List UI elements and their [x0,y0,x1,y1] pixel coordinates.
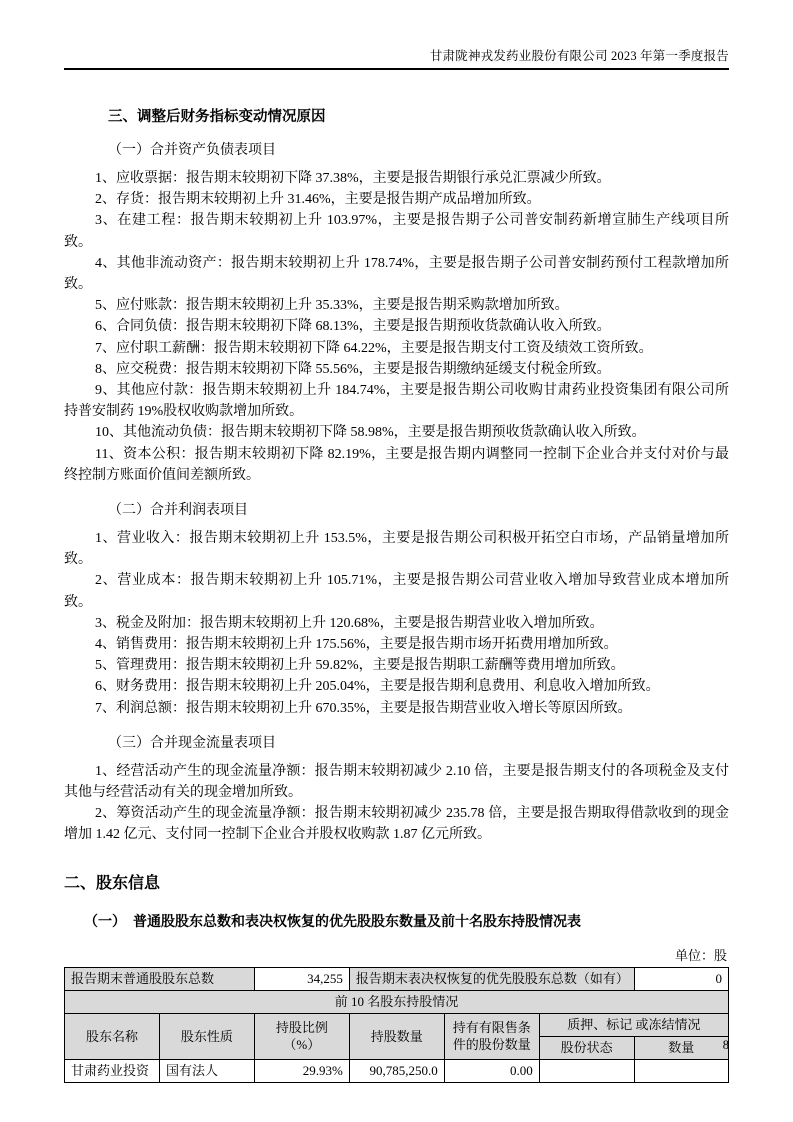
section2-subsection-heading: （一） 普通股股东总数和表决权恢复的优先股股东数量及前十名股东持股情况表 [84,914,581,930]
col-header-shareholding-ratio [254,1013,349,1059]
balance-sheet-item-10: 10、其他流动负债：报告期末较期初下降 58.98%，主要是报告期预收货款确认收入所致。 [95,425,646,441]
cash-flow-item-1: 1、经营活动产生的现金流量净额：报告期末较期初减少 2.10 倍，主要是报告期支付的各项税金及支付其他与经营活动有关的现金增加所致。 [64,763,729,801]
shareholding-ratio-line1: 持股比例 [275,1020,328,1036]
income-item-5: 5、管理费用：报告期末较期初上升 59.82%，主要是报告期职工薪酬等费用增加所致。 [95,658,625,674]
income-item-6: 6、财务费用：报告期末较期初上升 205.04%，主要是报告期利息费用、利息收入增加所致。 [95,679,660,695]
preferred-shareholders-count-label: 报告期末表决权恢复的优先股股东总数（如有） [349,967,634,990]
unit-label: 单位：股 [674,947,727,963]
preferred-shareholders-count-value: 0 [634,967,728,990]
balance-sheet-item-1: 1、应收票据：报告期末较期初下降 37.38%，主要是报告期银行承兑汇票减少所致。 [95,171,611,186]
subsection-cash-flow-heading: （三）合并现金流量表项目 [108,735,276,751]
income-item-3: 3、税金及附加：报告期末较期初上升 120.68%，主要是报告期营业收入增加所致。 [95,615,604,631]
section3-heading: 三、调整后财务指标变动情况原因 [108,109,326,125]
balance-sheet-item-2: 2、存货：报告期末较期初上升 31.46%，主要是报告期产成品增加所致。 [95,192,541,208]
shareholder-pledge-qty-cell [634,1059,728,1082]
income-item-2: 2、营业成本：报告期末较期初上升 105.71%，主要是报告期公司营业收入增加导致营业成本增加所致。 [64,573,729,610]
shareholding-ratio-line2: （%） [283,1037,321,1053]
shareholder-restricted-cell: 0.00 [444,1059,539,1082]
balance-sheet-item-8: 8、应交税费：报告期末较期初下降 55.56%，主要是报告期缴纳延缓支付税金所致。 [95,361,611,377]
col-header-pledge-group: 质押、标记 或冻结情况 [539,1013,728,1036]
balance-sheet-item-7: 7、应付职工薪酬：报告期末较期初下降 64.22%，主要是报告期支付工资及绩效工资所致。 [95,340,653,356]
income-item-7: 7、利润总额：报告期末较期初上升 670.35%，主要是报告期营业收入增长等原因所致。 [95,700,632,716]
header-divider [64,68,729,70]
income-item-4: 4、销售费用：报告期末较期初上升 175.56%，主要是报告期市场开拓费用增加所致。 [95,637,618,653]
shareholder-ratio-cell: 29.93% [254,1059,349,1082]
cash-flow-item-2: 2、筹资活动产生的现金流量净额：报告期末较期初减少 235.78 倍，主要是报告期取得借款收到的现金增加 1.42 亿元、支付同一控制下企业合并股权收购款 1.87 亿元所致。 [64,806,729,843]
shareholder-name-cell: 甘肃药业投资 [65,1059,160,1082]
table-summary-row [65,967,729,990]
report-header-title: 甘肃陇神戎发药业股份有限公司 2023 年第一季度报告 [429,49,729,63]
shareholder-nature-cell: 国有法人 [159,1059,254,1082]
col-header-pledge-qty: 数量 [634,1036,728,1059]
balance-sheet-item-6: 6、合同负债：报告期末较期初下降 68.13%，主要是报告期预收货款确认收入所致。 [95,319,611,335]
page-number: 8 [722,1038,729,1052]
table-header-row-1 [65,1013,729,1036]
shareholder-shares-cell: 90,785,250.0 [349,1059,444,1082]
shareholder-pledge-status-cell [539,1059,634,1082]
document-header [64,46,729,75]
balance-sheet-item-3: 3、在建工程：报告期末较期初上升 103.97%，主要是报告期子公司普安制药新增宣肺生产线项目所致。 [64,213,729,250]
income-item-1: 1、营业收入：报告期末较期初上升 153.5%，主要是报告期公司积极开拓空白市场，产品销量增加所致。 [64,531,729,568]
col-header-pledge-status: 股份状态 [539,1036,634,1059]
subsection-balance-sheet-heading: （一）合并资产负债表项目 [108,143,276,158]
balance-sheet-item-9: 9、其他应付款：报告期末较期初上升 184.74%，主要是报告期公司收购甘肃药业投资集团有限公司所持普安制药 19%股权收购款增加所致。 [64,383,729,420]
table-banner-row [65,990,729,1013]
balance-sheet-item-11: 11、资本公积：报告期末较期初下降 82.19%，主要是报告期内调整同一控制下企业合并支付对价与最终控制方账面价值间差额所致。 [64,446,729,483]
top10-holders-banner: 前 10 名股东持股情况 [65,990,729,1013]
common-shareholders-count-label: 报告期末普通股股东总数 [65,967,255,990]
balance-sheet-item-4: 4、其他非流动资产：报告期末较期初上升 178.74%，主要是报告期子公司普安制药预付工程款增加所致。 [64,255,729,293]
shareholder-data-row [65,1059,729,1082]
col-header-shareholder-name: 股东名称 [65,1013,160,1059]
section2-heading: 二、股东信息 [64,874,161,892]
subsection-income-statement-heading: （二）合并利润表项目 [108,503,248,519]
balance-sheet-item-5: 5、应付账款：报告期末较期初上升 35.33%，主要是报告期采购款增加所致。 [95,298,569,314]
col-header-shares-held: 持股数量 [349,1013,444,1059]
col-header-restricted-shares: 持有有限售条件的股份数量 [444,1013,539,1059]
col-header-shareholder-nature: 股东性质 [159,1013,254,1059]
common-shareholders-count-value: 34,255 [254,967,349,990]
shareholders-table [64,967,729,1083]
